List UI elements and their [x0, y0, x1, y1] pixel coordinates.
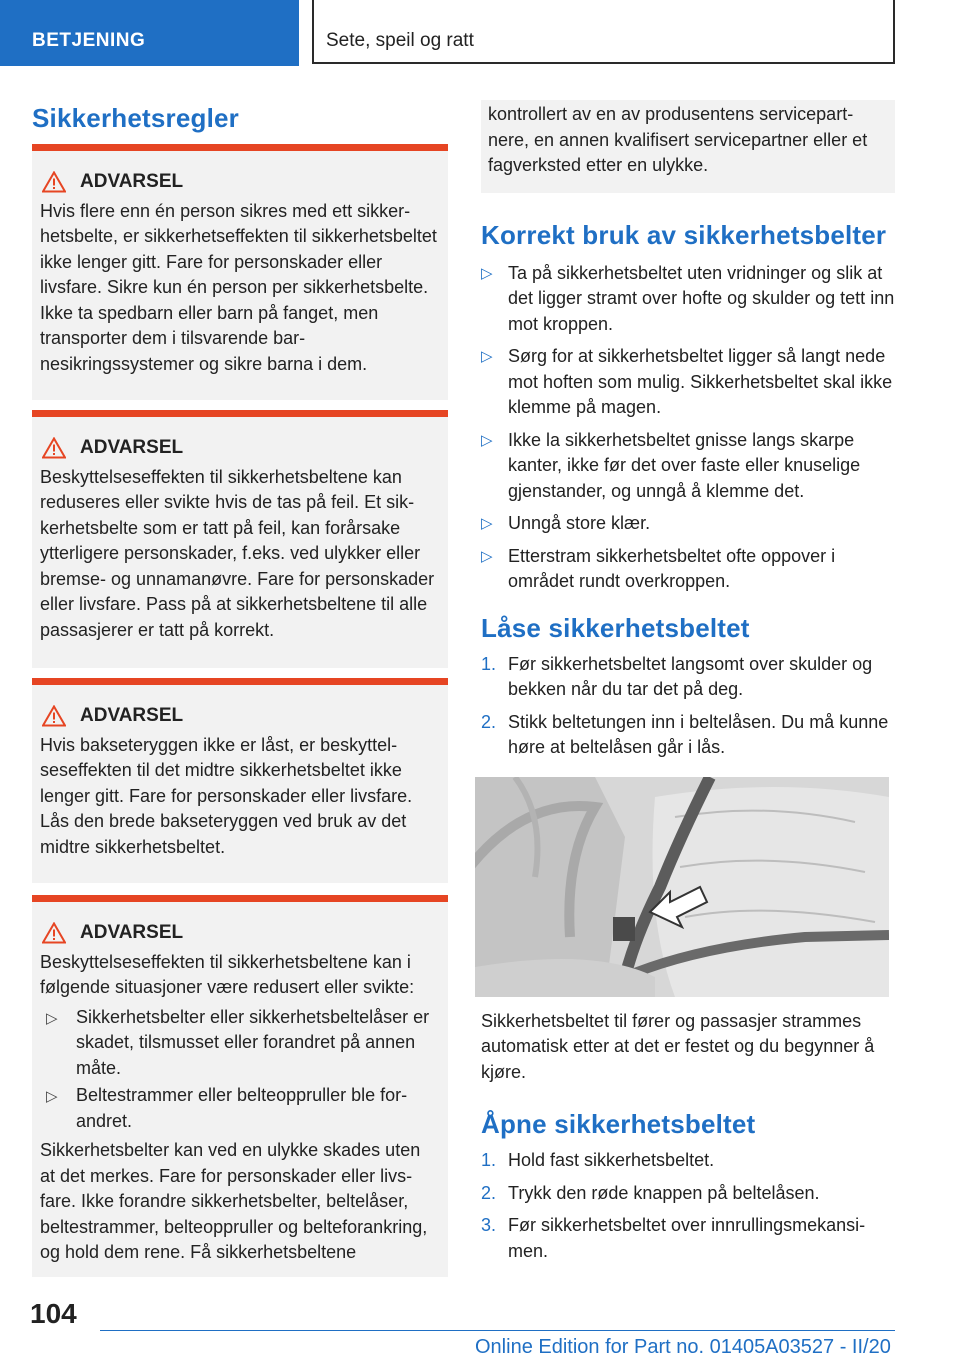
triangle-bullet-icon: ▷ — [46, 1088, 58, 1105]
triangle-bullet-icon: ▷ — [481, 547, 493, 565]
list-item-text: Beltestrammer eller belteoppruller ble forandret. — [76, 1085, 408, 1131]
step-item — [481, 710, 895, 761]
warning-triangle-icon — [42, 171, 66, 193]
warning-box-3 — [32, 678, 448, 883]
step-text: Stikk beltetungen inn i beltelåsen. Du må kunne høre at beltelåsen går i lås. — [508, 711, 889, 757]
step-item — [481, 1181, 895, 1207]
warning-header — [40, 920, 440, 946]
warning-text: Hvis flere enn én person sikres med ett sikkerhetsbelte, er sikkerhetseffekten til sikkerhetsbeltet ikke lenger gitt. Fare for personskader eller livsfare. Sikre kun én person per sikkerhetsbelte. Ikke ta spedbarn eller barn på fanget, men transporter dem i tilsvarende barnesikringssystemer og sikre barna i dem. — [40, 200, 437, 374]
page-number: 104 — [30, 1298, 77, 1329]
step-text: Trykk den røde knappen på beltelåsen. — [508, 1182, 820, 1203]
correct-use-title: Korrekt bruk av sikkerhetsbelter — [481, 219, 887, 250]
warning-box-2 — [32, 410, 448, 668]
list-item — [481, 261, 895, 338]
list-item-text: Etterstram sikkerhetsbeltet ofte oppover i området rundt overkroppen. — [508, 545, 836, 591]
figure-caption: Sikkerhetsbeltet til fører og passasjer strammes automatisk etter at det er festet og du begynner å kjøre. — [481, 1010, 875, 1082]
triangle-bullet-icon: ▷ — [481, 348, 493, 365]
warning-header — [40, 435, 440, 461]
step-item — [481, 1148, 895, 1174]
seatbelt-illustration — [475, 777, 889, 997]
warning-header — [40, 169, 440, 195]
section-title-header: Sete, speil og ratt — [312, 0, 895, 64]
step-number: 2. — [481, 1182, 497, 1203]
open-steps — [481, 1148, 895, 1264]
triangle-bullet-icon: ▷ — [481, 264, 493, 282]
warning-text: Beskyttelseseffekten til sikkerhetsbeltene kan reduseres eller svikte hvis de tas på feil. Et sikkerhetsbelte som er tatt på feil, kan forårsake ytterligere personskader, f.eks. ved ulykker eller bremse- og unnamanøvre. Fare for personskader eller livsfare. Pass på at sikkerhetsbeltene til alle passasjerer er tatt på korrekt. — [40, 466, 435, 640]
step-item — [481, 1213, 895, 1264]
step-text: Før sikkerhetsbeltet langsomt over skulder og bekken når du tar det på deg. — [508, 653, 873, 699]
right-column — [481, 100, 895, 1271]
warning-intro: Beskyttelseseffekten til sikkerhetsbeltene kan i følgende situasjoner være redusert eller svikte: — [40, 951, 415, 997]
correct-use-list — [481, 261, 895, 595]
warning-box-4 — [32, 895, 448, 1277]
list-item-text: Ikke la sikkerhetsbeltet gnisse langs skarpe kanter, ikke før det over faste eller knuselige gjenstander, og unngå å klemme det. — [508, 429, 861, 501]
list-item — [481, 544, 895, 595]
footer-divider — [100, 1330, 895, 1331]
list-item-text: Unngå store klær. — [508, 513, 651, 533]
warning-triangle-icon — [42, 437, 66, 459]
triangle-bullet-icon: ▷ — [481, 515, 493, 532]
step-number: 1. — [481, 1150, 497, 1170]
page-title: Sikkerhetsregler — [32, 103, 239, 133]
list-item — [40, 1005, 440, 1082]
lock-title: Låse sikkerhetsbeltet — [481, 612, 750, 643]
step-item — [481, 652, 895, 703]
warning-label: ADVARSEL — [80, 171, 184, 192]
open-title: Åpne sikkerhetsbeltet — [481, 1109, 756, 1139]
warning-header — [40, 703, 440, 729]
continued-text: kontrollert av en av produsentens servicepartnere, en annen kvalifisert servicepartner eller et fagverksted etter en ulykke. — [488, 104, 868, 175]
triangle-bullet-icon: ▷ — [481, 431, 493, 449]
warning-triangle-icon — [42, 705, 66, 727]
warning-triangle-icon — [42, 922, 66, 944]
warning-label: ADVARSEL — [80, 922, 184, 943]
list-item — [481, 511, 895, 537]
lock-steps — [481, 652, 895, 761]
warning-label: ADVARSEL — [80, 437, 184, 458]
step-number: 2. — [481, 711, 497, 732]
step-text: Før sikkerhetsbeltet over innrullingsmekansimen. — [508, 1215, 866, 1261]
list-item-text: Sørg for at sikkerhetsbeltet ligger så langt nede mot hoften som mulig. Sikkerhetsbeltet skal ikke klemme på magen. — [508, 346, 893, 417]
step-number: 1. — [481, 653, 497, 674]
list-item-text: Sikkerhetsbelter eller sikkerhetsbeltelåser er skadet, tilsmusset eller forandret på annen måte. — [76, 1006, 430, 1078]
list-item — [481, 344, 895, 421]
seatbelt-photo-graphic — [475, 777, 889, 997]
step-text: Hold fast sikkerhetsbeltet. — [508, 1150, 715, 1170]
step-number: 3. — [481, 1215, 497, 1235]
warning-label: ADVARSEL — [80, 705, 184, 726]
list-item — [40, 1083, 440, 1134]
edition-note: Online Edition for Part no. 01405A03527 - II/20 — [475, 1336, 891, 1358]
warning-outro: Sikkerhetsbelter kan ved en ulykke skades uten at det merkes. Fare for personskader eller livsfare. Ikke forandre sikkerhetsbelter, beltelåser, beltestrammer, belteoppruller og belteforankring, og hold dem rene. Få sikkerhetsbeltene — [40, 1140, 428, 1262]
warning-box-1 — [32, 144, 448, 400]
triangle-bullet-icon: ▷ — [46, 1009, 58, 1027]
list-item — [481, 428, 895, 505]
warning-list — [40, 1005, 440, 1135]
list-item-text: Ta på sikkerhetsbeltet uten vridninger og slik at det ligger stramt over hofte og skulder og tett inn mot kroppen. — [508, 262, 895, 334]
continued-warning-box — [481, 100, 895, 193]
chapter-tab: BETJENING — [0, 0, 299, 66]
warning-text: Hvis bakseteryggen ikke er låst, er beskyttelseseffekten til det midtre sikkerhetsbeltet ikke lenger gitt. Fare for personskader eller livsfare. Lås den brede bakseteryggen ved bruk av det midtre sikkerhetsbeltet. — [40, 734, 413, 857]
